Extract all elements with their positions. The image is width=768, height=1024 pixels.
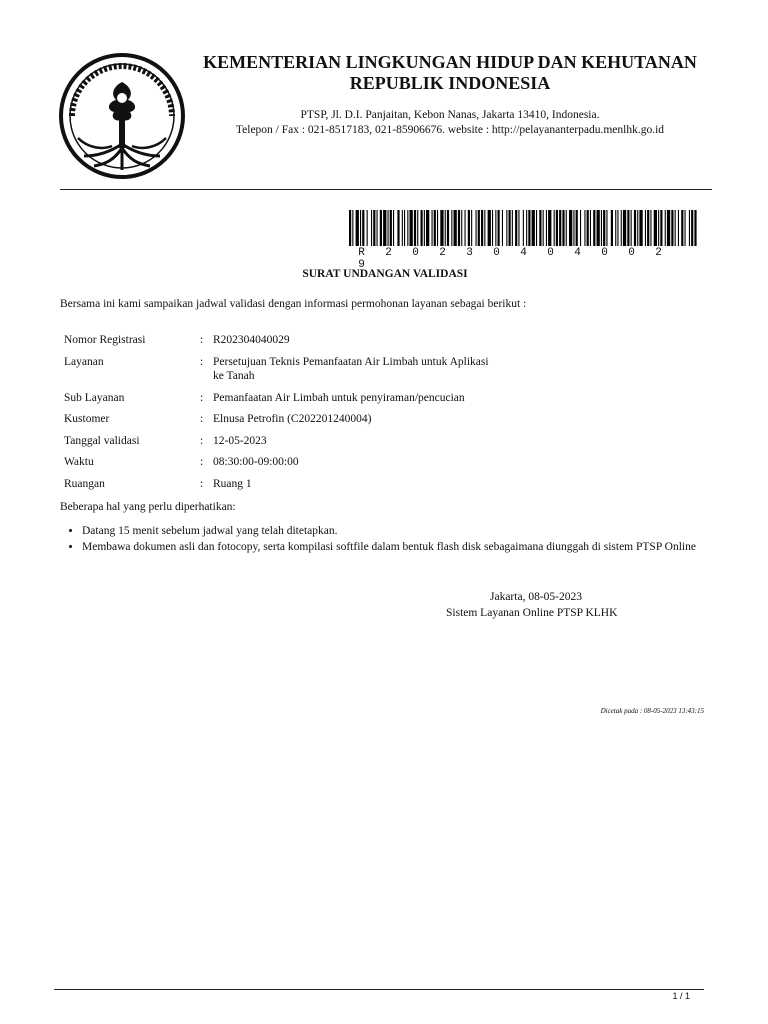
detail-row [64,477,533,499]
detail-label: Kustomer [64,413,110,425]
barcode-bar [601,210,602,246]
barcode-bar [388,210,389,246]
barcode-bar [526,210,527,246]
barcode-char: 4 [520,247,527,259]
barcode-bar [502,210,503,246]
barcode-bar [678,210,679,246]
detail-label: Nomor Registrasi [64,334,146,346]
barcode-bar [518,210,519,246]
detail-value: 08:30:00-09:00:00 [213,456,299,468]
barcode-bar [559,210,561,246]
ministry-name-line2: REPUBLIK INDONESIA [349,73,551,93]
detail-row [64,412,533,434]
detail-separator: : [200,355,204,368]
barcode-bar [611,210,613,246]
barcode-bar [426,210,429,246]
barcode-bar [645,210,646,246]
header-divider [60,189,712,190]
notes-heading: Beberapa hal yang perlu diperhatikan: [60,501,236,513]
barcode-image [348,210,698,246]
barcode-bar [393,210,394,246]
ministry-address [190,108,710,138]
barcode-bar [671,210,673,246]
barcode-bar [371,210,372,246]
barcode-bar [506,210,507,246]
barcode-bar [667,210,670,246]
barcode-bar [617,210,618,246]
barcode-bar [603,210,605,246]
barcode-bar [621,210,622,246]
barcode-bar [523,210,524,246]
barcode-char: R [358,247,365,259]
barcode-bar [658,210,659,246]
barcode-bar [637,210,638,246]
footer-divider [54,989,704,990]
barcode-bar [597,210,600,246]
barcode-bar [471,210,472,246]
barcode-bar [650,210,651,246]
barcode-char: 4 [574,247,581,259]
barcode-bar [694,210,696,246]
barcode-char: 0 [547,247,554,259]
barcode-bar [390,210,392,246]
registration-details-table [64,333,533,498]
barcode-bar [539,210,541,246]
barcode-bar [437,210,438,246]
barcode-bar [417,210,418,246]
barcode-bar [546,210,547,246]
barcode-bar [434,210,436,246]
barcode-bar [458,210,460,246]
barcode-bar [573,210,574,246]
detail-separator: : [200,456,204,468]
barcode-char: 0 [601,247,608,259]
barcode-bar [528,210,530,246]
barcode-bar [675,210,676,246]
barcode-bar [556,210,558,246]
barcode-bar [468,210,470,246]
barcode-bar [615,210,616,246]
barcode-bar [432,210,433,246]
detail-value [213,355,533,391]
barcode-char: 0 [493,247,500,259]
barcode-bar [349,210,351,246]
detail-separator: : [200,413,204,425]
barcode-bar [424,210,425,246]
barcode-bar [634,210,636,246]
barcode-bar [512,210,513,246]
barcode-bar [421,210,423,246]
barcode-bar [566,210,567,246]
detail-value: Elnusa Petrofin (C202201240004) [213,413,372,425]
barcode-bar [461,210,462,246]
detail-separator: : [200,477,204,490]
barcode-bar [654,210,657,246]
barcode-bar [569,210,572,246]
barcode-bar [509,210,511,246]
barcode-bar [495,210,496,246]
barcode-bar [590,210,591,246]
barcode-bar [454,210,457,246]
barcode-bar [689,210,690,246]
note-item: • Membawa dokumen asli dan fotocopy, serta kompilasi softfile dalam bentuk flash disk sebagaimana diunggah di sistem PTSP Online [82,540,722,555]
barcode-bar [532,210,535,246]
barcode-bar [580,210,581,246]
barcode-bar [665,210,666,246]
barcode-bar [593,210,595,246]
detail-separator: : [200,434,204,447]
detail-row [64,391,533,413]
barcode-bar [407,210,408,246]
ministry-name-line1: KEMENTERIAN LINGKUNGAN HIDUP DAN KEHUTANAN [203,52,697,72]
barcode-bar [367,210,368,246]
barcode-bar [373,210,375,246]
detail-value: Ruang 1 [213,477,252,490]
barcode-char: 0 [412,247,419,259]
detail-separator: : [200,334,204,346]
barcode-bar [660,210,662,246]
detail-value-line: ke Tanah [213,370,255,382]
signature-place-date: Jakarta, 08-05-2023 [490,591,582,603]
barcode-bar [681,210,683,246]
barcode-char: 2 [439,247,446,259]
barcode-char: 2 [385,247,392,259]
ministry-emblem-icon [58,52,186,180]
barcode-bar [414,210,416,246]
barcode-bar [492,210,493,246]
barcode-bar [647,210,649,246]
detail-value: R202304040029 [213,334,290,346]
barcode-bar [377,210,378,246]
contact-line: Telepon / Fax : 021-8517183, 021-85906676. website : http://pelayananterpadu.menlhk.go.id [235,124,665,136]
barcode-bar [584,210,585,246]
detail-label: Tanggal validasi [64,434,140,447]
barcode-bar [691,210,693,246]
intro-paragraph: Bersama ini kami sampaikan jadwal validasi dengan informasi permohonan layanan sebagai berikut : [60,298,527,310]
document-title: SURAT UNDANGAN VALIDASI [302,268,468,280]
barcode-char: 2 [655,247,662,259]
barcode-bar [576,210,578,246]
barcode-bar [478,210,480,246]
barcode-bar [440,210,443,246]
barcode-char: 9 [358,259,365,271]
detail-label: Sub Layanan [64,391,125,404]
detail-label: Layanan [64,355,104,368]
barcode-bar [623,210,626,246]
barcode-bar [554,210,555,246]
barcode-bar [445,210,446,246]
barcode-bar [536,210,537,246]
signature-signer: Sistem Layanan Online PTSP KLHK [446,607,618,619]
barcode-bar [397,210,399,246]
barcode-bar [562,210,564,246]
detail-label: Waktu [64,456,94,468]
barcode-bar [352,210,353,246]
barcode-bar [465,210,466,246]
address-line: PTSP, Jl. D.I. Panjaitan, Kebon Nanas, Jakarta 13410, Indonesia. [300,109,600,121]
detail-label: Ruangan [64,477,105,490]
detail-separator: : [200,391,204,404]
barcode-bar [402,210,403,246]
ministry-name [190,52,710,94]
detail-row [64,333,533,355]
printed-timestamp: Dicetak pada : 08-05-2023 13:43:15 [600,707,704,715]
detail-row [64,434,533,456]
barcode-bar [410,210,413,246]
barcode-bar [451,210,452,246]
barcode-bar [606,210,607,246]
barcode-bar [685,210,686,246]
barcode-char: 3 [466,247,473,259]
barcode-bar [627,210,629,246]
barcode-bar [404,210,405,246]
barcode-bar [631,210,632,246]
barcode-bar [476,210,477,246]
barcode-bar [498,210,500,246]
barcode-bar [380,210,382,246]
page-number: 1 / 1 [672,991,690,1001]
barcode-char: 0 [628,247,635,259]
barcode-bar [515,210,517,246]
detail-value: Pemanfaatan Air Limbah untuk penyiraman/pencucian [213,391,465,404]
barcode-bar [484,210,485,246]
barcode-bar [362,210,364,246]
detail-value-line: Persetujuan Teknis Pemanfaatan Air Limbah untuk Aplikasi [213,355,489,368]
barcode-bar [447,210,449,246]
barcode-bar [481,210,483,246]
detail-row [64,455,533,477]
barcode-bar [548,210,551,246]
barcode-bar [383,210,386,246]
barcode-bar [356,210,359,246]
barcode-bar [639,210,642,246]
barcode-bar [488,210,491,246]
detail-value: 12-05-2023 [213,434,267,447]
notes-list [60,524,722,555]
barcode-bar [543,210,544,246]
barcode-bar [587,210,589,246]
detail-row [64,355,533,391]
note-item: • Datang 15 menit sebelum jadwal yang telah ditetapkan. [82,524,722,539]
barcode-bar [360,210,361,246]
